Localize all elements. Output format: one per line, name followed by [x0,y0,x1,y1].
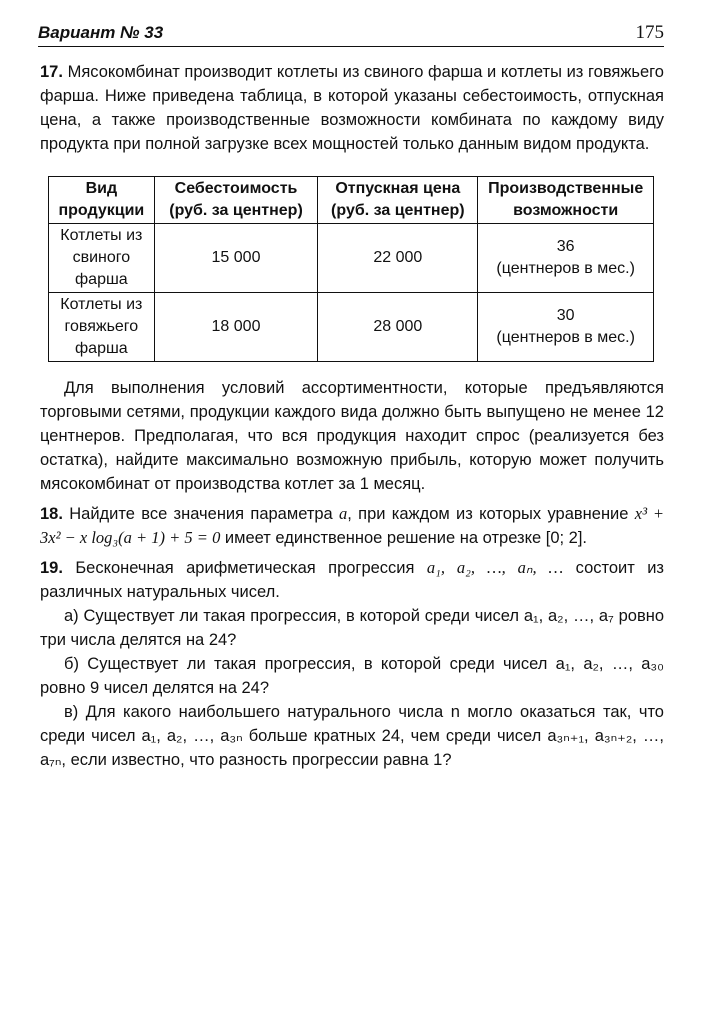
variant-title: Вариант № 33 [38,23,164,42]
task-18-param: a [339,504,348,523]
table-cell: Котлеты из говяжьего фарша [49,293,155,362]
task-18 [40,502,664,550]
task-17-number: 17. [40,63,63,81]
page-header [38,20,664,47]
task-18-text-c: имеет единственное решение на отрезке [0; 2]. [220,529,588,547]
capacity-unit: (центнеров в мес.) [496,329,635,346]
task-19-intro-a: Бесконечная арифметическая прогрессия [75,559,427,577]
table-row [49,293,654,362]
production-table [48,176,654,362]
task-17-intro [40,60,664,156]
part-b-label: б) [64,655,79,673]
part-b-text: Существует ли такая прогрессия, в которой среди чисел a₁, a₂, …, a₃₀ ровно 9 чисел делятся на 24? [40,655,664,697]
part-a-text: Существует ли такая прогрессия, в которой среди чисел a₁, a₂, …, a₇ ровно три числа делятся на 24? [40,607,664,649]
part-a-label: а) [64,607,79,625]
task-17-intro-text: Мясокомбинат производит котлеты из свиного фарша и котлеты из говяжьего фарша. Ниже приведена таблица, в которой указаны себестоимость, отпускная цена, а также производственные возможности комбината по каждому виду продукта при полной загрузке всех мощностей только данным видом продукта. [40,63,664,153]
table-header-cell: Себестоимость (руб. за центнер) [154,177,318,224]
capacity-unit: (центнеров в мес.) [496,260,635,277]
task-18-text-b: , при каждом из которых уравнение [347,505,629,523]
task-19-intro [40,556,664,604]
task-18-number: 18. [40,505,63,523]
page-content [40,60,664,772]
capacity-value: 30 [556,307,575,324]
task-18-equation: x³ + 3x² − x log₃(a + 1) + 5 = 0 [40,504,665,547]
table-cell: 18 000 [154,293,318,362]
table-header-cell: Вид продукции [49,177,155,224]
table-cell [478,224,654,293]
table-header-row [49,177,654,224]
task-19-part-a [40,604,664,652]
table-header-cell: Отпускная цена (руб. за центнер) [318,177,478,224]
task-19-sequence: a₁, a₂, …, aₙ, … [426,558,564,577]
table-cell: Котлеты из свиного фарша [49,224,155,293]
task-19-part-c [40,700,664,772]
table-cell: 15 000 [154,224,318,293]
table-row [49,224,654,293]
task-18-text-a: Найдите все значения параметра [69,505,340,523]
table-cell [478,293,654,362]
table-cell: 28 000 [318,293,478,362]
part-c-text: Для какого наибольшего натурального числа n могло оказаться так, что среди чисел a₁, a₂, …, a₃ₙ больше кратных 24, чем среди чисел a₃ₙ₊₁, a₃ₙ₊₂, …, a₇ₙ, если известно, что разность прогрессии равна 1? [40,703,664,769]
task-17-text: Для выполнения условий ассортиментности, которые предъявляются торговыми сетями, продукции каждого вида должно быть выпущено не менее 12 центнеров. Предполагая, что вся продукция находит спрос (реализуется без остатка), найдите максимально возможную прибыль, которую может получить мясокомбинат от производства котлет за 1 месяц. [40,379,664,493]
task-19-part-b [40,652,664,700]
task-19-number: 19. [40,559,63,577]
part-c-label: в) [64,703,79,721]
table-header-cell: Производственные возможности [478,177,654,224]
page-number: 175 [635,22,664,43]
capacity-value: 36 [556,238,575,255]
table-cell: 22 000 [318,224,478,293]
task-19-intro-b: состоит из различных натуральных чисел. [40,559,664,601]
